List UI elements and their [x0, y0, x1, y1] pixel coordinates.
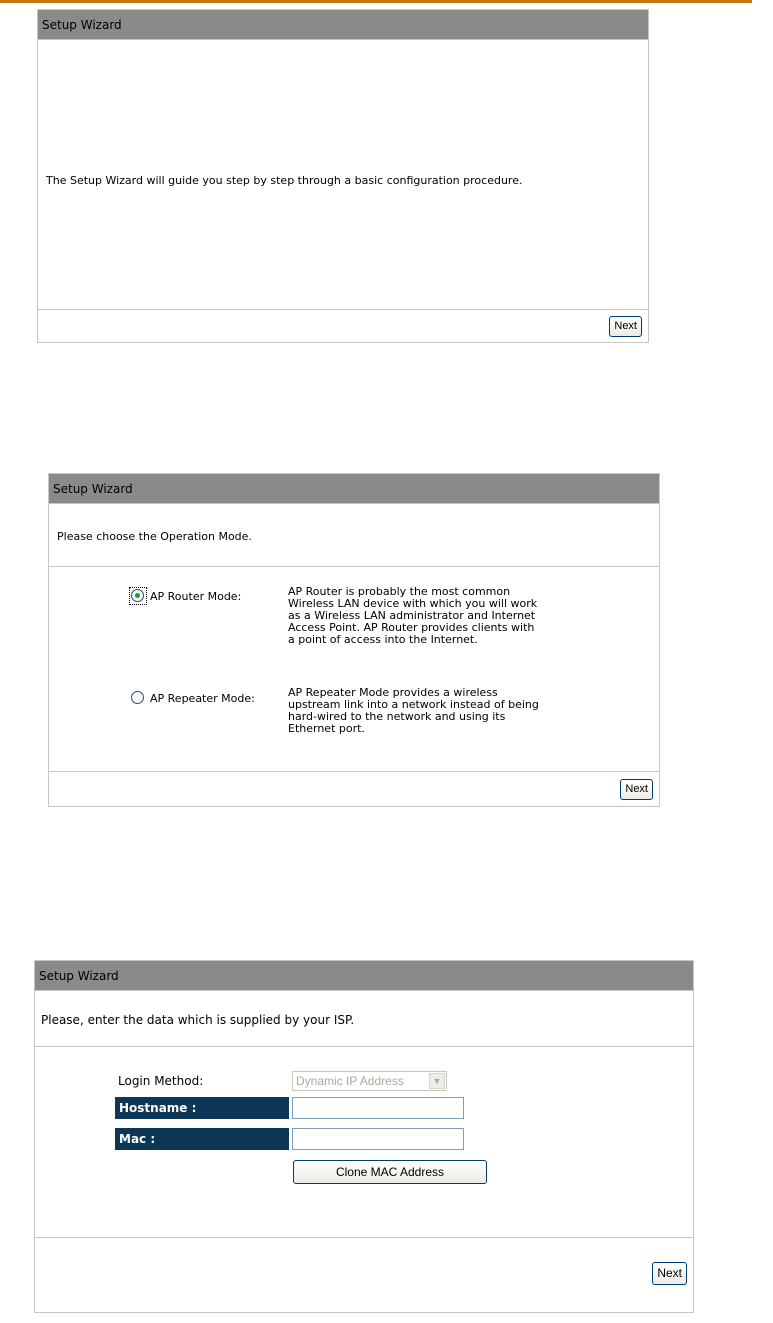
- operation-mode-panel: [48, 473, 660, 807]
- mode-options-section: [49, 567, 659, 772]
- ap-repeater-mode-label[interactable]: AP Repeater Mode:: [150, 692, 255, 705]
- ap-router-mode-description: [288, 586, 588, 646]
- login-method-value: Dynamic IP Address: [296, 1074, 404, 1088]
- description-line: upstream link into a network instead of being: [288, 698, 539, 711]
- setup-wizard-welcome-panel: [37, 9, 649, 343]
- mac-label: Mac :: [115, 1128, 289, 1150]
- login-method-label: Login Method:: [118, 1074, 204, 1088]
- panel-title: Setup Wizard: [38, 10, 648, 40]
- login-method-select[interactable]: [292, 1071, 447, 1091]
- panel-title: Setup Wizard: [49, 474, 659, 504]
- ap-router-mode-label[interactable]: AP Router Mode:: [150, 590, 242, 603]
- ap-router-mode-radio[interactable]: [131, 589, 144, 602]
- description-line: Ethernet port.: [288, 722, 365, 735]
- panel-body: [38, 40, 648, 310]
- chevron-down-icon[interactable]: ▼: [429, 1073, 445, 1089]
- panel-title: Setup Wizard: [35, 961, 693, 991]
- isp-settings-panel: [34, 960, 694, 1313]
- description-line: Access Point. AP Router provides clients with: [288, 621, 535, 634]
- isp-prompt: Please, enter the data which is supplied by your ISP.: [41, 1013, 355, 1027]
- panel-footer: [49, 770, 659, 806]
- next-button[interactable]: Next: [652, 1262, 687, 1285]
- prompt-section: [49, 504, 659, 567]
- mac-input[interactable]: [292, 1128, 464, 1150]
- description-line: as a Wireless LAN administrator and Internet: [288, 609, 536, 622]
- next-button[interactable]: Next: [620, 779, 653, 800]
- description-line: hard-wired to the network and using its: [288, 710, 506, 723]
- clone-mac-address-button[interactable]: Clone MAC Address: [293, 1160, 487, 1184]
- panel-footer: [35, 1238, 693, 1312]
- description-line: a point of access into the Internet.: [288, 633, 478, 646]
- next-button[interactable]: Next: [609, 316, 642, 337]
- isp-form-section: [35, 1047, 693, 1238]
- ap-repeater-mode-description: [288, 687, 588, 735]
- ap-repeater-mode-radio[interactable]: [131, 691, 144, 704]
- description-line: AP Repeater Mode provides a wireless: [288, 686, 498, 699]
- description-line: AP Router is probably the most common: [288, 585, 511, 598]
- prompt-section: [35, 991, 693, 1047]
- operation-mode-prompt: Please choose the Operation Mode.: [57, 530, 252, 543]
- hostname-label: Hostname :: [115, 1097, 289, 1119]
- description-line: Wireless LAN device with which you will work: [288, 597, 538, 610]
- top-accent-bar: [0, 0, 752, 3]
- panel-footer: [38, 309, 648, 342]
- intro-text: The Setup Wizard will guide you step by step through a basic configuration procedure.: [46, 174, 523, 187]
- hostname-input[interactable]: [292, 1097, 464, 1119]
